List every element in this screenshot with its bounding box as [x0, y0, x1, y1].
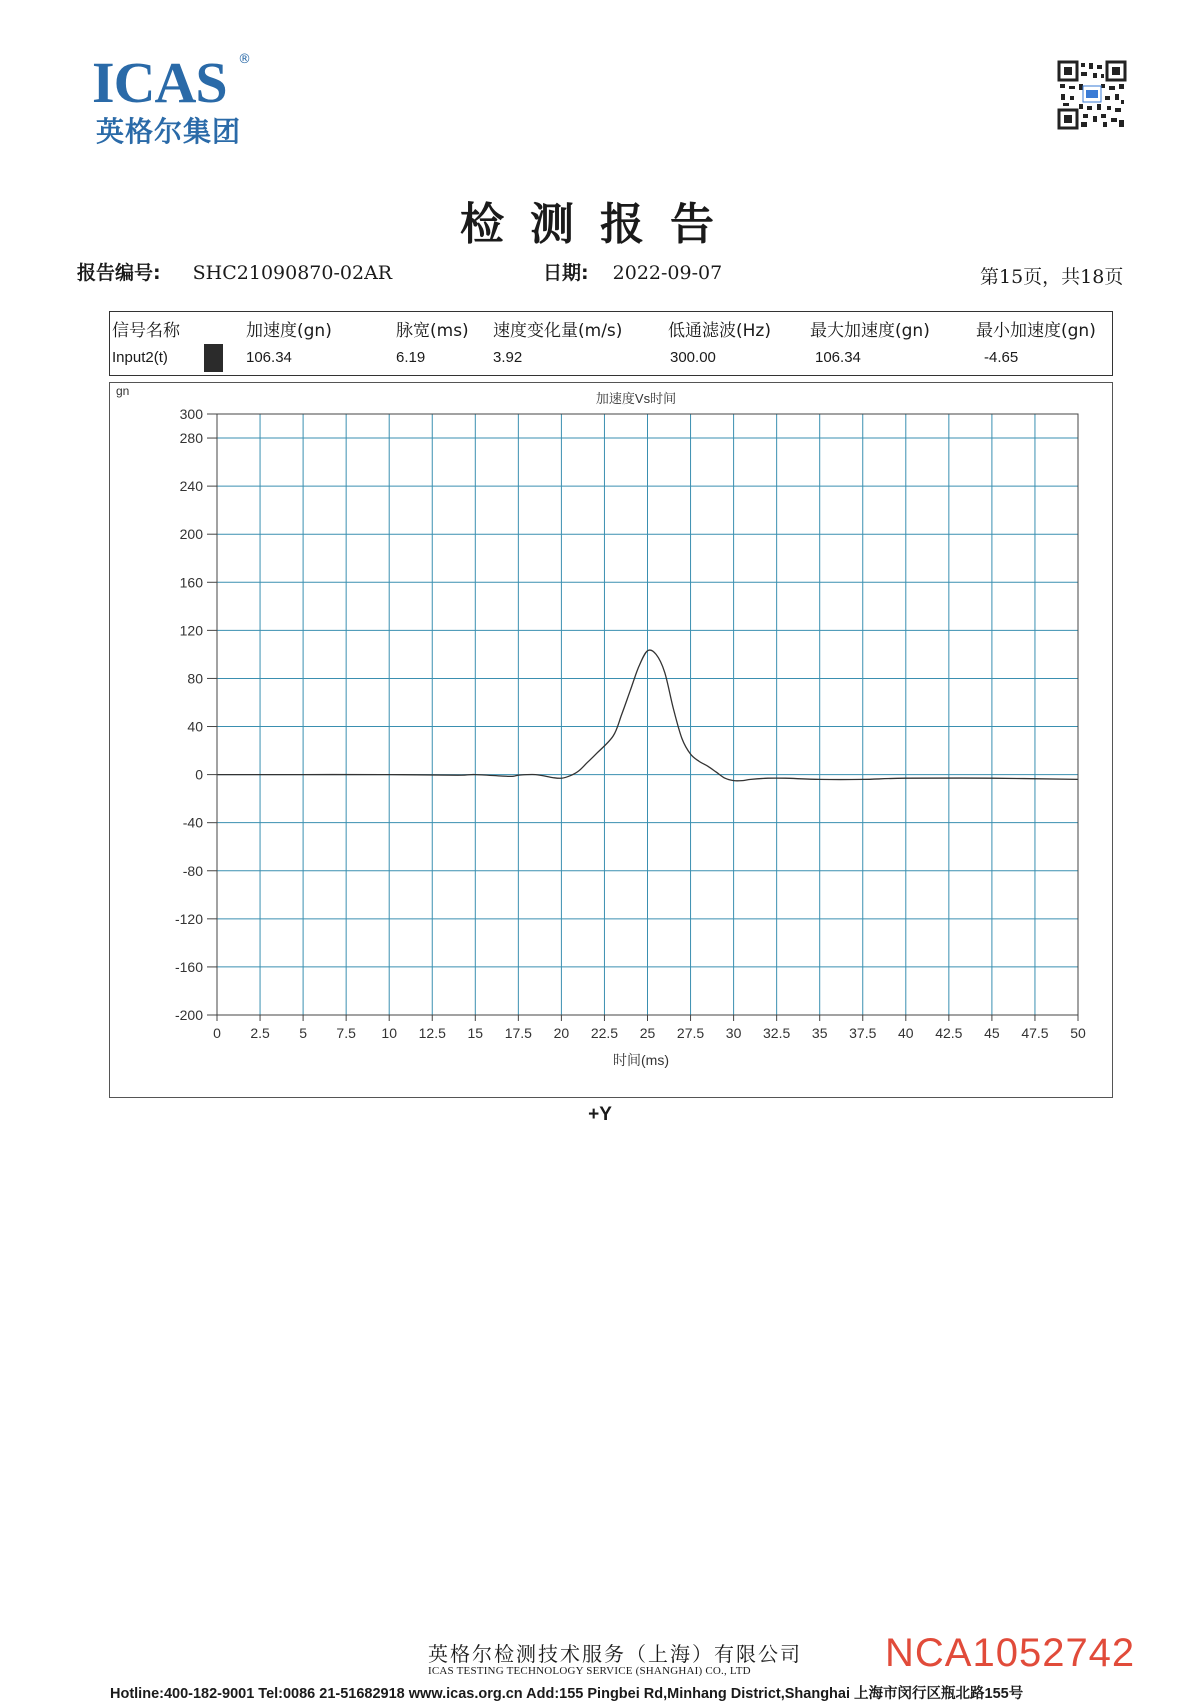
report-date-value: 2022-09-07 — [612, 262, 723, 284]
chart-title: 加速度Vs时间 — [595, 391, 677, 406]
header-min-acceleration: 最小加速度(gn) — [976, 321, 1096, 341]
x-tick-label: 40 — [898, 1025, 914, 1041]
x-tick-label: 32.5 — [763, 1025, 791, 1041]
footer-company-cn: 英格尔检测技术服务（上海）有限公司 — [428, 1642, 802, 1666]
value-min-acceleration: -4.65 — [984, 349, 1019, 366]
x-tick-label: 10 — [381, 1025, 397, 1041]
x-tick-label: 25 — [639, 1025, 656, 1041]
header-acceleration: 加速度(gn) — [246, 321, 332, 341]
x-tick-label: 45 — [984, 1025, 1000, 1041]
signal-info-table — [109, 311, 1113, 376]
logo-chinese-name: 英格尔集团 — [96, 115, 242, 148]
y-tick-label: -120 — [174, 910, 203, 927]
header-max-acceleration: 最大加速度(gn) — [810, 321, 930, 341]
y-tick-label: 120 — [179, 622, 203, 639]
y-tick-label: 280 — [179, 430, 203, 447]
x-tick-label: 47.5 — [1021, 1025, 1049, 1041]
value-max-acceleration: 106.34 — [815, 349, 861, 366]
report-number-value: SHC21090870-02AR — [192, 262, 393, 284]
x-tick-label: 50 — [1070, 1025, 1086, 1041]
x-tick-label: 37.5 — [849, 1025, 877, 1041]
x-tick-label: 30 — [725, 1025, 742, 1041]
x-tick-label: 17.5 — [504, 1025, 532, 1041]
logo-wordmark: ICAS — [92, 50, 227, 115]
qr-code-icon — [1057, 60, 1127, 130]
document-title: 检测报告 — [460, 199, 740, 250]
y-tick-label: 200 — [179, 526, 203, 543]
x-tick-label: 15 — [467, 1025, 484, 1041]
header-lowpass-filter: 低通滤波(Hz) — [668, 321, 771, 341]
x-tick-label: 0 — [213, 1025, 221, 1041]
y-tick-label: 0 — [195, 766, 203, 783]
x-axis-label: 时间(ms) — [613, 1052, 669, 1068]
x-tick-label: 7.5 — [336, 1025, 356, 1041]
x-tick-label: 35 — [811, 1025, 828, 1041]
x-tick-label: 12.5 — [418, 1025, 446, 1041]
header-signal-name: 信号名称 — [112, 321, 180, 341]
x-tick-label: 2.5 — [250, 1025, 270, 1041]
header-velocity-change: 速度变化量(m/s) — [493, 321, 623, 341]
y-tick-label: -80 — [182, 862, 203, 879]
y-tick-label: -160 — [174, 958, 203, 975]
value-pulse-width: 6.19 — [396, 349, 426, 366]
footer-contact-line: Hotline:400-182-9001 Tel:0086 21-51682918 www.icas.org.cn Add:155 Pingbei Rd,Minhang District,Shanghai 上海市闵行区瓶北路155号 — [110, 1686, 1024, 1702]
report-number-label: 报告编号: — [77, 262, 161, 284]
page-indicator: 第15页，共18页 — [980, 266, 1124, 288]
x-tick-label: 42.5 — [935, 1025, 963, 1041]
y-axis-unit-label: gn — [116, 384, 130, 398]
y-tick-label: 300 — [179, 406, 203, 422]
company-logo — [92, 50, 262, 148]
report-number — [77, 258, 392, 285]
report-date — [543, 258, 722, 285]
header-pulse-width: 脉宽(ms) — [396, 321, 469, 341]
y-tick-label: 40 — [187, 718, 203, 735]
y-tick-label: -40 — [182, 814, 203, 831]
report-date-label: 日期: — [543, 262, 589, 284]
value-velocity-change: 3.92 — [493, 349, 523, 366]
chart-frame — [109, 382, 1113, 1098]
signal-color-swatch — [204, 344, 223, 372]
test-axis-direction: +Y — [588, 1104, 612, 1125]
value-lowpass-filter: 300.00 — [670, 349, 716, 366]
chart-grid — [217, 414, 1078, 1015]
y-tick-label: -200 — [174, 1007, 203, 1023]
value-signal-name: Input2(t) — [112, 349, 168, 366]
x-tick-label: 5 — [299, 1025, 307, 1041]
y-tick-label: 240 — [179, 478, 203, 495]
x-tick-label: 22.5 — [590, 1025, 619, 1041]
x-tick-label: 27.5 — [676, 1025, 705, 1041]
y-tick-label: 160 — [179, 574, 203, 591]
acceleration-time-chart — [110, 383, 1112, 1097]
value-acceleration: 106.34 — [246, 349, 292, 366]
footer-company-en: ICAS TESTING TECHNOLOGY SERVICE (SHANGHAI) CO., LTD — [428, 1665, 751, 1677]
registered-mark: ® — [238, 52, 251, 67]
report-serial-number: NCA1052742 — [885, 1631, 1136, 1675]
y-tick-label: 80 — [187, 670, 203, 687]
x-tick-label: 20 — [553, 1025, 570, 1041]
